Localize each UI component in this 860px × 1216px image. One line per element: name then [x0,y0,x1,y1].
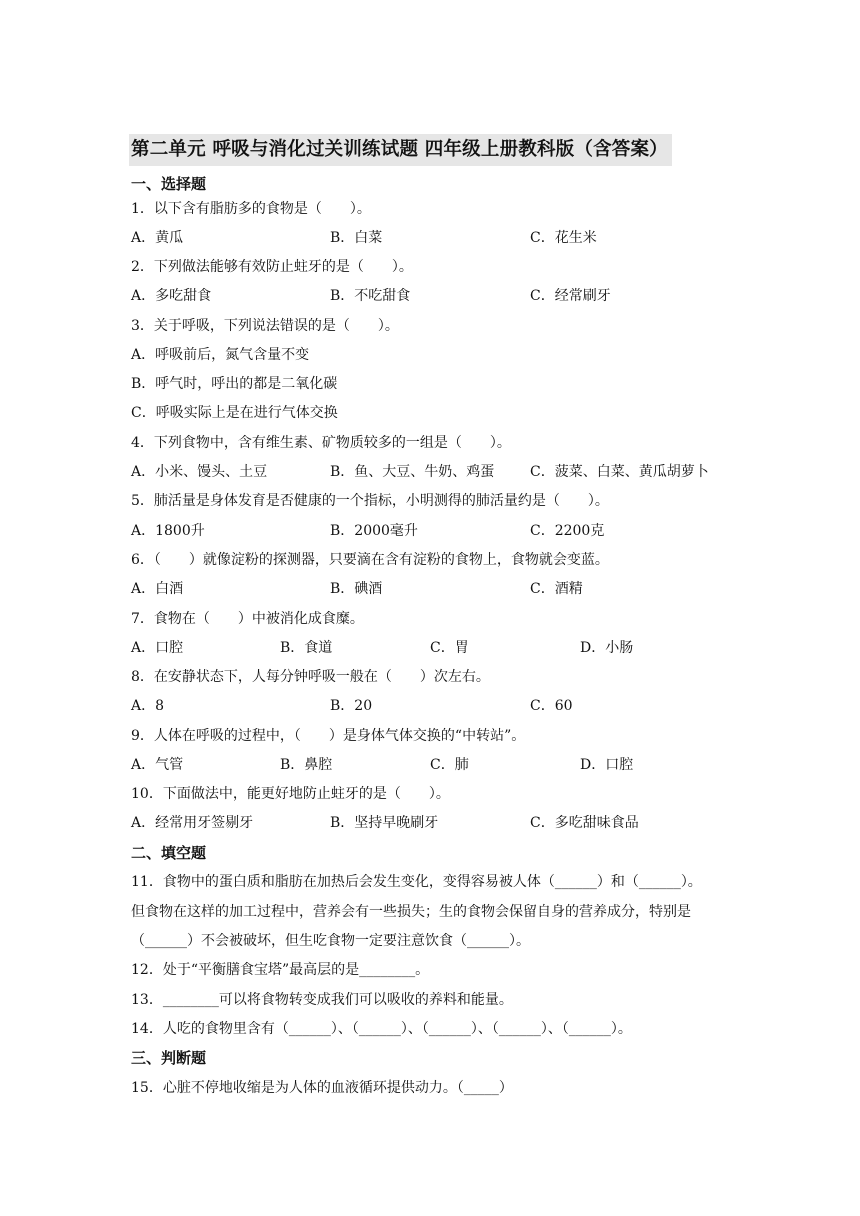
fill-question-11-line-3: （______）不会被破坏，但生吃食物一定要注意饮食（______）。 [131,933,530,949]
option-2b: B．不吃甜食 [330,288,411,304]
option-7b: B．食道 [280,640,333,656]
judge-question-15: 15．心脏不停地收缩是为人体的血液循环提供动力。（_____） [131,1080,513,1096]
option-4b: B．鱼、大豆、牛奶、鸡蛋 [330,464,495,480]
option-8a: A．8 [131,698,165,714]
option-9d: D．口腔 [580,757,634,773]
option-3b: B．呼气时，呼出的都是二氧化碳 [131,376,338,392]
option-9b: B．鼻腔 [280,757,333,773]
option-8c: C．60 [530,698,573,714]
option-5c: C．2200克 [530,523,605,539]
fill-question-14: 14．人吃的食物里含有（______）、（______）、（______）、（______）、（______）。 [131,1021,632,1037]
option-4c: C．菠菜、白菜、黄瓜胡萝卜 [530,464,709,480]
option-1a: A．黄瓜 [131,230,184,246]
question-8: 8．在安静状态下，人每分钟呼吸一般在（ ）次左右。 [131,669,490,685]
option-6a: A．白酒 [131,581,184,597]
question-5: 5．肺活量是身体发育是否健康的一个指标，小明测得的肺活量约是（ ）。 [131,493,609,509]
question-4: 4．下列食物中，含有维生素、矿物质较多的一组是（ ）。 [131,435,511,451]
fill-question-11-line-1: 11．食物中的蛋白质和脂肪在加热后会发生变化，变得容易被人体（______）和（______）。 [131,874,702,890]
section-heading-fill: 二、填空题 [131,844,207,862]
option-7a: A．口腔 [131,640,184,656]
option-7c: C．胃 [430,640,469,656]
fill-question-11-line-2: 但食物在这样的加工过程中，营养会有一些损失；生的食物会保留自身的营养成分，特别是 [131,904,691,920]
option-6b: B．碘酒 [330,581,383,597]
question-9: 9．人体在呼吸的过程中，（ ）是身体气体交换的“中转站”。 [131,728,526,744]
document-title: 第二单元 呼吸与消化过关训练试题 四年级上册教科版（含答案） [129,134,672,166]
question-3: 3．关于呼吸，下列说法错误的是（ ）。 [131,318,399,334]
option-5b: B．2000毫升 [330,523,418,539]
option-4a: A．小米、馒头、土豆 [131,464,268,480]
option-10b: B．坚持早晚刷牙 [330,815,439,831]
option-1b: B．白菜 [330,230,383,246]
option-9a: A．气管 [131,757,184,773]
section-heading-judge: 三、判断题 [131,1049,207,1067]
option-6c: C．酒精 [530,581,583,597]
option-2c: C．经常刷牙 [530,288,611,304]
option-3c: C．呼吸实际上是在进行气体交换 [131,405,338,421]
option-2a: A．多吃甜食 [131,288,212,304]
option-5a: A．1800升 [131,523,205,539]
section-heading-choice: 一、选择题 [131,175,207,193]
question-1: 1．以下含有脂肪多的食物是（ ）。 [131,201,371,217]
question-2: 2．下列做法能够有效防止蛀牙的是（ ）。 [131,259,413,275]
option-10a: A．经常用牙签剔牙 [131,815,254,831]
option-9c: C．肺 [430,757,469,773]
fill-question-12: 12．处于“平衡膳食宝塔”最高层的是________。 [131,962,430,978]
option-1c: C．花生米 [530,230,597,246]
option-7d: D．小肠 [580,640,634,656]
fill-question-13: 13．________可以将食物转变成我们可以吸收的养料和能量。 [131,992,513,1008]
option-8b: B．20 [330,698,373,714]
question-6: 6．（ ）就像淀粉的探测器，只要滴在含有淀粉的食物上，食物就会变蓝。 [131,552,609,568]
option-3a: A．呼吸前后，氮气含量不变 [131,347,310,363]
option-10c: C．多吃甜味食品 [530,815,639,831]
question-10: 10．下面做法中，能更好地防止蛀牙的是（ ）。 [131,786,450,802]
question-7: 7．食物在（ ）中被消化成食糜。 [131,611,364,627]
